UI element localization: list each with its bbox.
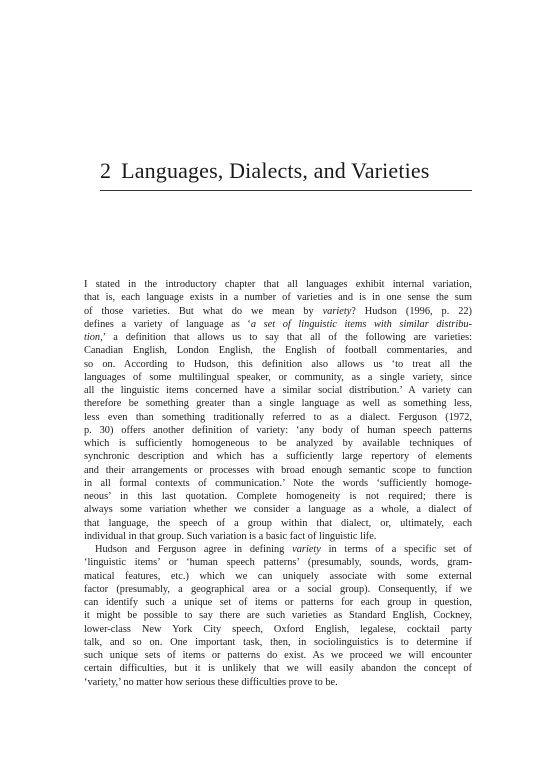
text-segment: ‘linguistic items’ or ‘human speech patterns’ (presumably, sounds, words, gram-	[84, 557, 472, 569]
text-line	[84, 649, 472, 662]
text-segment: lower-class New York City speech, Oxford English, legalese, cocktail party	[84, 623, 472, 635]
text-line	[84, 411, 472, 424]
text-segment: individual in that group. Such variation is a basic fact of linguistic life.	[84, 530, 377, 542]
text-line	[84, 424, 472, 437]
chapter-number: 2	[100, 158, 112, 183]
text-segment: such unique sets of items or patterns do exist. As we proceed we will encounter	[84, 650, 472, 661]
text-line	[84, 662, 472, 675]
text-line	[84, 278, 472, 291]
text-line	[84, 676, 472, 689]
text-line	[84, 437, 472, 450]
text-segment: languages of some multilingual speaker, or community, as a single variety, since	[84, 371, 472, 383]
text-line	[84, 464, 472, 477]
text-segment: in all formal contexts of communication.’ Note the words ‘sufficiently homoge-	[84, 477, 472, 489]
text-line	[84, 331, 472, 344]
text-segment: less even than something traditionally referred to as a dialect. Ferguson (1972,	[84, 411, 472, 423]
text-segment: I stated in the introductory chapter that all languages exhibit internal variation,	[84, 279, 472, 290]
text-segment: factor (presumably, a geographical area or a social group). Consequently, if we	[84, 583, 472, 595]
chapter-title: Languages, Dialects, and Varieties	[121, 158, 430, 183]
chapter-heading	[100, 158, 472, 184]
text-segment: which is sufficiently homogeneous to be analyzed by available techniques of	[84, 438, 472, 449]
text-segment: ‘variety,’ no matter how serious these difficulties prove to be.	[84, 676, 338, 688]
text-line	[84, 503, 472, 516]
text-segment: that language, the speech of a group within that dialect, or, ultimately, each	[84, 517, 472, 529]
text-line	[84, 477, 472, 490]
text-line	[84, 490, 472, 503]
text-segment: ? Hudson (1996, p. 22)	[351, 305, 472, 317]
text-segment: of those varieties. But what do we mean by	[84, 305, 323, 317]
text-line	[84, 596, 472, 609]
text-segment: ,’ a definition that allows us to say that all of the following are varieties:	[100, 332, 472, 343]
text-segment: p. 30) offers another definition of variety: ‘any body of human speech patterns	[84, 424, 472, 436]
text-segment: always some variation whether we consider a language as a whole, a dialect of	[84, 504, 472, 516]
text-line	[84, 623, 472, 636]
text-line	[84, 543, 472, 556]
text-line	[84, 384, 472, 397]
text-segment: all the linguistic items concerned have a similar social distribution.’ A variety can	[84, 385, 472, 396]
text-line	[84, 450, 472, 463]
text-line	[84, 556, 472, 569]
text-segment: neous’ in this last quotation. Complete homogeneity is not required; there is	[84, 491, 472, 502]
text-line	[84, 344, 472, 357]
text-segment: that is, each language exists in a number of varieties and is in one sense the sum	[84, 292, 472, 304]
text-segment: matical features, etc.) which we can uniquely associate with some external	[84, 570, 472, 582]
italic-text: variety	[292, 544, 321, 555]
text-segment: and their arrangements or processes with broad enough semantic scope to function	[84, 464, 472, 476]
text-line	[84, 397, 472, 410]
text-line	[84, 517, 472, 530]
text-segment: defines a variety of language as ‘	[84, 318, 251, 330]
paragraph	[84, 278, 472, 543]
chapter-body-text	[84, 278, 472, 689]
text-line	[84, 530, 472, 543]
text-line	[84, 570, 472, 583]
italic-text: variety	[322, 305, 352, 317]
italic-text: tion	[84, 332, 101, 343]
italic-text: a set of linguistic items with similar distribu-	[250, 318, 472, 330]
text-segment: certain difficulties, but it is unlikely that we will easily abandon the concept of	[84, 663, 472, 675]
text-segment: so on. According to Hudson, this definition also allows us ‘to treat all the	[84, 358, 472, 370]
text-segment: talk, and so on. One important task, then, in sociolinguistics is to determine if	[84, 636, 472, 648]
text-line	[84, 291, 472, 304]
text-segment: synchronic description and which has a sufficiently large repertory of elements	[84, 451, 472, 463]
text-line	[84, 609, 472, 622]
paragraph	[84, 543, 472, 689]
text-segment: in terms of a specific set of	[320, 544, 472, 555]
text-line	[84, 358, 472, 371]
text-line	[84, 636, 472, 649]
text-segment: Canadian English, London English, the English of football commentaries, and	[84, 345, 472, 357]
text-line	[84, 583, 472, 596]
chapter-title-rule	[100, 190, 472, 191]
text-line	[84, 318, 472, 331]
text-line	[84, 305, 472, 318]
text-segment: Hudson and Ferguson agree in defining	[95, 544, 293, 555]
text-segment: can identify such a unique set of items or patterns for each group in question,	[84, 597, 472, 608]
text-segment: therefore be something greater than a single language as well as something less,	[84, 398, 472, 410]
text-line	[84, 371, 472, 384]
text-segment: it might be possible to say there are such varieties as Standard English, Cockney,	[84, 610, 472, 622]
